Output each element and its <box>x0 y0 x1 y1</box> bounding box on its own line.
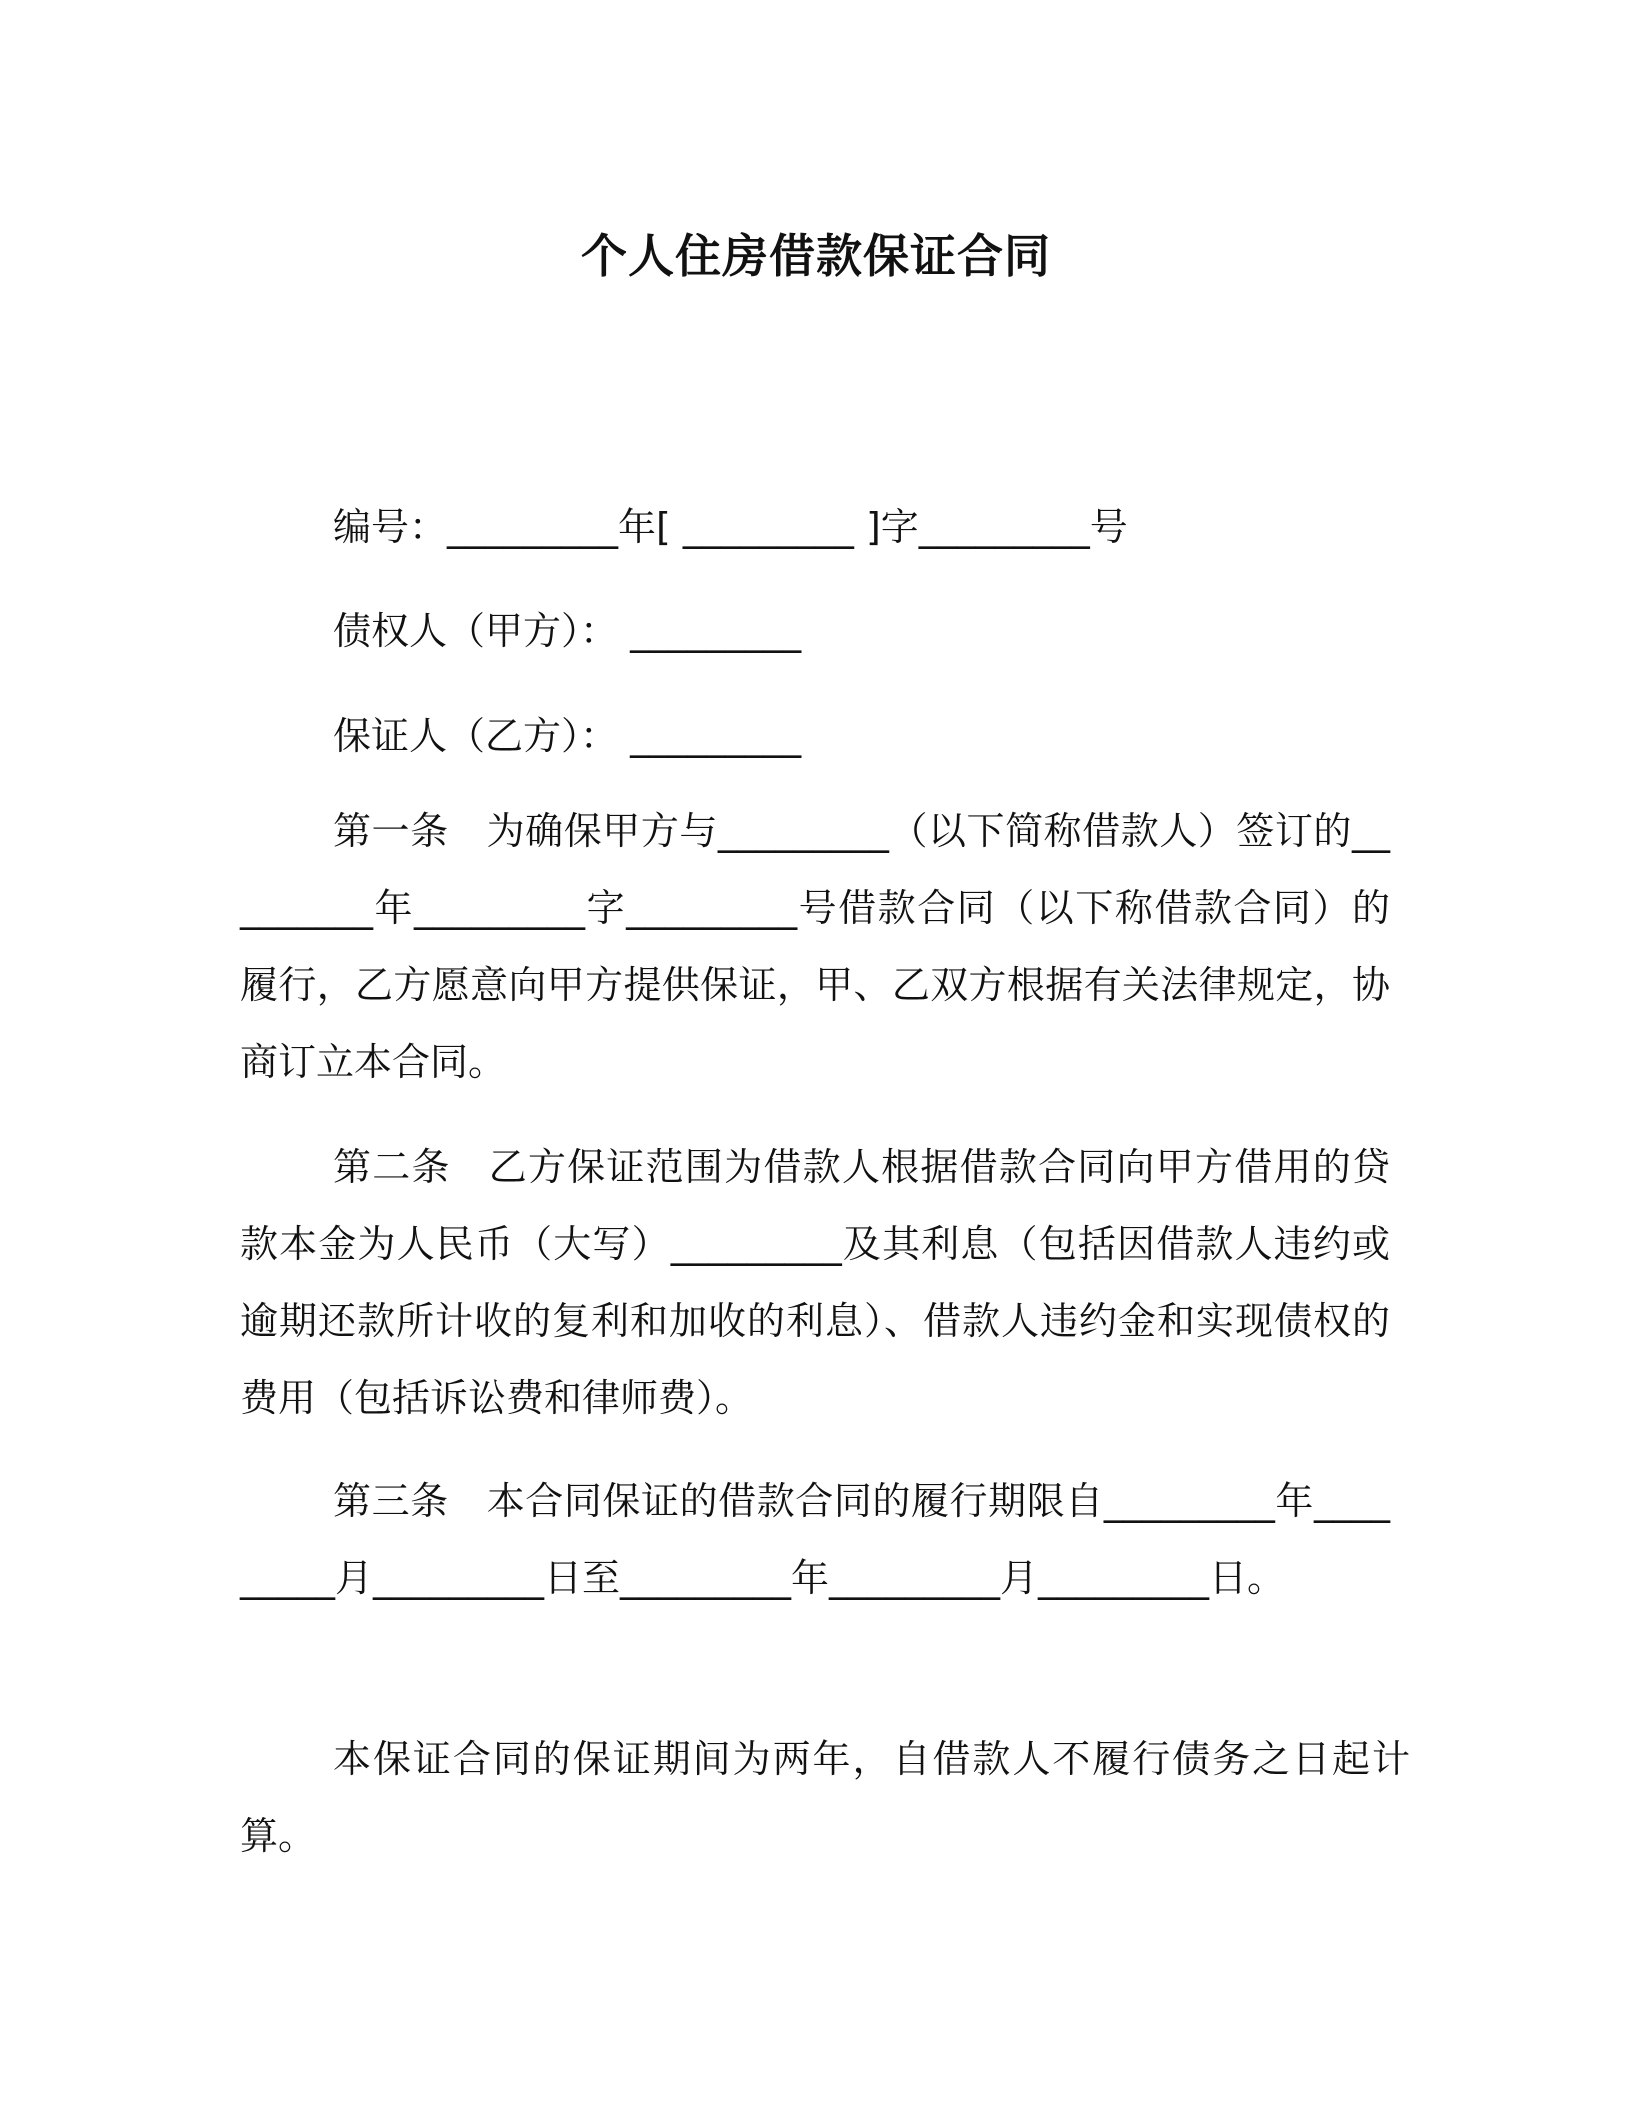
article-one-text: 为确保甲方与_________（以下简称借款人）签订的_________年_________字_________号借款合同（以下称借款合同）的履行，乙方愿意向甲方提供保证，甲、乙双方根据有关法律规定，协商订立本合同。 <box>240 809 1390 1084</box>
document-title: 个人住房借款保证合同 <box>581 229 1051 283</box>
article-one-number: 第一条 <box>333 809 449 853</box>
guarantor-line: 保证人（乙方）： _________ <box>333 714 802 758</box>
article-two-text: 乙方保证范围为借款人根据借款合同向甲方借用的贷款本金为人民币（大写）_________及其利息（包括因借款人违约或逾期还款所计收的复利和加收的利息）、借款人违约金和实现债权的费用（包括诉讼费和律师费）。 <box>240 1145 1390 1420</box>
article-two-number: 第二条 <box>333 1145 451 1189</box>
contract-number-line: 编号：_________年[ _________ ]字_________号 <box>333 505 1128 549</box>
article-three-number: 第三条 <box>333 1479 449 1523</box>
guarantee-period-paragraph: 本保证合同的保证期间为两年，自借款人不履行债务之日起计算。 <box>240 1737 1410 1858</box>
article-three-text: 本合同保证的借款合同的履行期限自_________年_________月_________日至_________年_________月_________日。 <box>240 1479 1390 1600</box>
article-two <box>240 1129 1390 1437</box>
article-three <box>240 1463 1390 1617</box>
article-one <box>240 793 1390 1101</box>
creditor-line: 债权人（甲方）： _________ <box>333 609 802 653</box>
